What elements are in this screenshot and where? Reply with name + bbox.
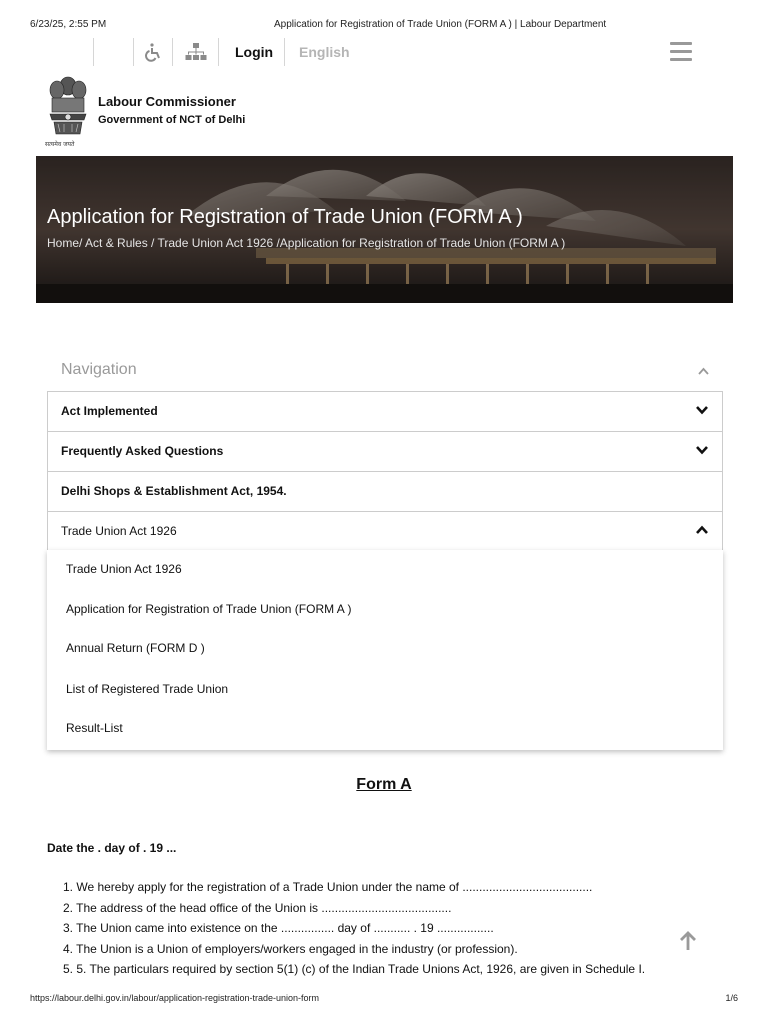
page-title: Application for Registration of Trade Union (FORM A ): [47, 206, 523, 228]
submenu-item-form-a[interactable]: Application for Registration of Trade Union (FORM A ): [66, 602, 352, 616]
utility-bar: [0, 36, 768, 68]
lotus-temple-illustration: [36, 156, 733, 303]
national-emblem-logo[interactable]: [44, 74, 92, 154]
nav-item-trade-union-act[interactable]: [47, 512, 723, 552]
separator: [133, 38, 134, 66]
form-title: Form A: [356, 776, 412, 793]
list-item: 4. The Union is a Union of employers/workers engaged in the industry (or profession).: [63, 941, 518, 956]
separator: [172, 38, 173, 66]
list-item: 1. We hereby apply for the registration of a Trade Union under the name of .......................................: [63, 880, 593, 894]
trade-union-submenu: [47, 550, 723, 750]
form-date-line: Date the . day of . 19 ...: [47, 841, 177, 855]
emblem-caption: सत्यमेव जयते: [45, 141, 75, 148]
nav-item-shops-establishment[interactable]: [47, 472, 723, 512]
print-page-number: 1/6: [725, 993, 738, 1003]
wheelchair-icon[interactable]: [141, 40, 165, 64]
print-footer: [30, 993, 738, 1007]
separator: [93, 38, 94, 66]
login-link[interactable]: Login: [235, 44, 274, 60]
org-name: Labour Commissioner: [98, 94, 236, 109]
nav-item-label: Frequently Asked Questions: [61, 444, 224, 458]
page-banner: [36, 156, 733, 303]
submenu-item-trade-union-act[interactable]: Trade Union Act 1926: [66, 562, 182, 576]
print-datetime: 6/23/25, 2:55 PM: [30, 19, 107, 30]
submenu-item-result-list[interactable]: Result-List: [66, 721, 123, 735]
sitemap-icon[interactable]: [184, 40, 208, 64]
nav-item-label: Delhi Shops & Establishment Act, 1954.: [61, 484, 287, 498]
print-header: [30, 19, 738, 33]
form-points-list: [63, 877, 703, 980]
scroll-to-top-arrow-icon[interactable]: [677, 930, 699, 952]
submenu-item-form-d[interactable]: Annual Return (FORM D ): [66, 641, 205, 655]
hamburger-icon[interactable]: [670, 42, 692, 62]
org-subtitle: Government of NCT of Delhi: [98, 114, 246, 126]
separator: [218, 38, 219, 66]
print-document-title: Application for Registration of Trade Union (FORM A ) | Labour Department: [274, 19, 607, 30]
language-selector[interactable]: English: [299, 44, 350, 60]
chevron-down-icon[interactable]: [695, 403, 709, 417]
submenu-item-registered-unions[interactable]: List of Registered Trade Union: [66, 682, 229, 696]
navigation-heading: Navigation: [61, 361, 137, 378]
chevron-up-icon[interactable]: [698, 364, 709, 378]
navigation-menu: [47, 391, 723, 552]
nav-item-faq[interactable]: [47, 432, 723, 472]
nav-item-act-implemented[interactable]: [47, 392, 723, 432]
chevron-up-icon[interactable]: [695, 523, 709, 537]
navigation-header[interactable]: [47, 350, 723, 392]
nav-item-label: Act Implemented: [61, 404, 158, 418]
nav-item-label: Trade Union Act 1926: [61, 524, 177, 538]
list-item: 5. 5. The particulars required by section 5(1) (c) of the Indian Trade Unions Act, 1926, are given in Schedule I.: [63, 962, 646, 976]
list-item: 2. The address of the head office of the Union is .......................................: [63, 900, 452, 915]
separator: [284, 38, 285, 66]
list-item: 3. The Union came into existence on the ................ day of ........... . 19 .................: [63, 921, 494, 935]
breadcrumb[interactable]: Home/ Act & Rules / Trade Union Act 1926 /Application for Registration of Trade Union (FORM A ): [47, 236, 566, 250]
print-url: https://labour.delhi.gov.in/labour/application-registration-trade-union-form: [30, 993, 319, 1003]
chevron-down-icon[interactable]: [695, 443, 709, 457]
